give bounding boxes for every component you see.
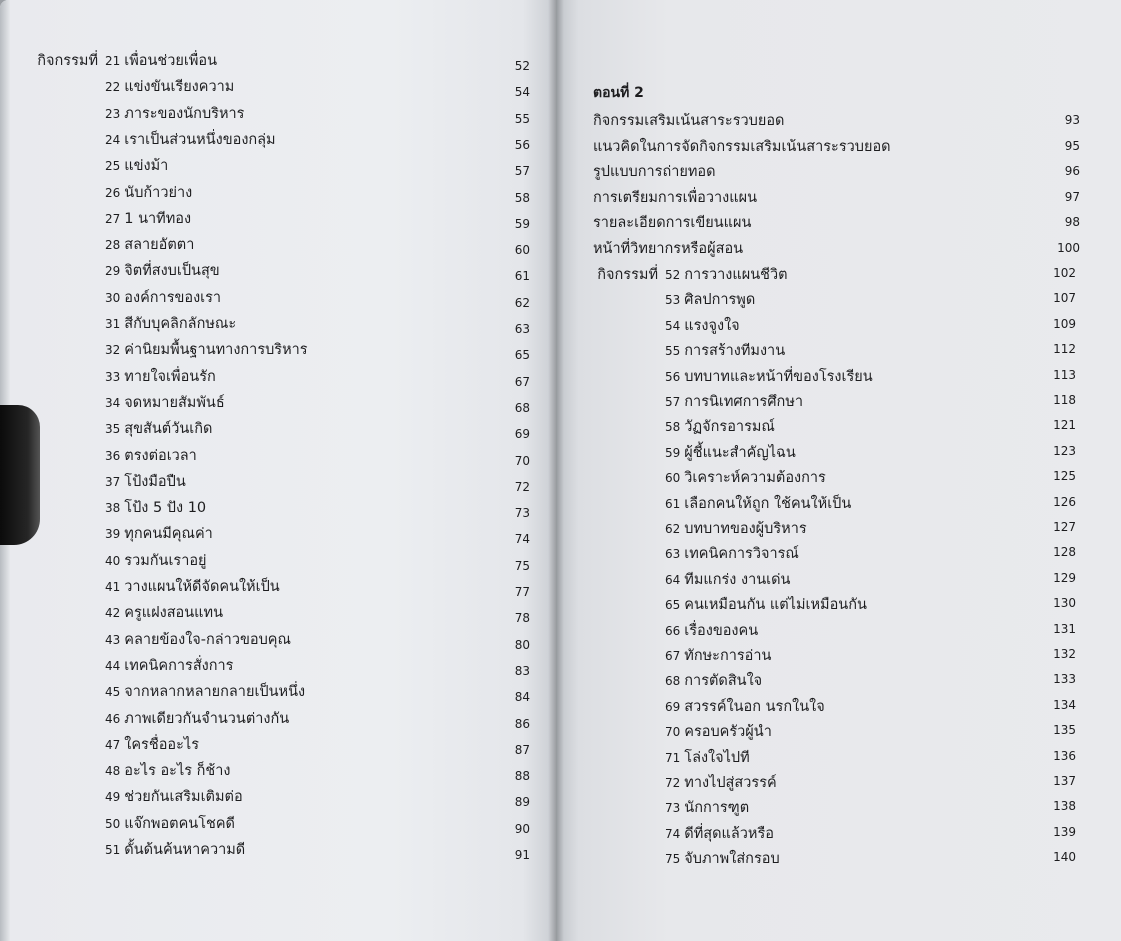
activity-title: ตรงต่อเวลา [124,447,197,464]
toc-entry [105,680,305,703]
activity-number: 46 [105,711,121,726]
page-number: 86 [514,716,530,731]
activity-title: จดหมายสัมพันธ์ [124,394,225,411]
activity-number: 38 [105,501,121,516]
toc-entry [665,720,772,743]
toc-entry [105,365,216,388]
activity-number: 30 [105,290,121,305]
activity-title: โป้งมือปืน [124,473,186,490]
section-title: การเตรียมการเพื่อวางแผน [593,189,757,206]
page-number: 91 [514,848,530,862]
toc-entry [105,628,291,651]
activity-title: คลายข้องใจ-กล่าวขอบคุณ [124,631,291,648]
activity-number: 23 [105,106,121,121]
section-entry [593,135,891,158]
page-number: 80 [514,637,530,652]
activity-title: นับก้าวย่าง [124,184,193,201]
page-number: 83 [514,663,530,678]
page-number: 62 [514,295,530,310]
section-entry [593,160,716,183]
activity-title: ภาระของนักบริหาร [124,105,245,122]
page-number: 93 [1064,113,1080,127]
activity-number: 51 [105,843,121,857]
activity-number: 26 [105,185,121,200]
toc-entry [665,796,749,819]
activity-title: ดีที่สุดแล้วหรือ [684,825,774,842]
activity-title: วางแผนให้ดีจัดคนให้เป็น [124,579,280,595]
toc-entry [665,771,777,794]
activity-title: สุขสันต์วันเกิด [124,421,213,438]
activity-number: 36 [105,448,121,463]
bookmark-ribbon [0,405,40,545]
toc-entry [665,822,774,845]
page-number: 100 [1057,241,1080,255]
toc-entry [665,568,790,591]
activity-title: โป้ง 5 ปัง 10 [124,500,207,517]
activity-title: สลายอัตตา [124,237,195,254]
activity-title: ทายใจเพื่อนรัก [124,368,216,385]
page-number: 107 [1053,291,1076,306]
activity-number: 37 [105,474,121,489]
toc-entry [105,812,235,835]
activity-number: 62 [665,522,681,536]
activity-number: 41 [105,580,121,594]
toc-entry [105,233,194,256]
toc-entry [105,312,236,335]
section-entry [593,109,784,132]
section-title: รายละเอียดการเขียนแผน [593,215,752,232]
activity-label: กิจกรรมที่ [37,53,98,69]
page-number: 60 [514,243,530,258]
page-number: 59 [514,216,530,231]
toc-entry [105,785,243,808]
activity-title: การนิเทศการศึกษา [684,394,804,410]
page-number: 112 [1053,342,1076,357]
page-number: 128 [1053,545,1076,560]
activity-title: เราเป็นส่วนหนึ่งของกลุ่ม [124,131,276,148]
activity-title: เทคนิคการวิจารณ์ [684,546,799,563]
page-number: 78 [514,611,530,626]
page-number: 56 [514,137,530,152]
page-number: 90 [514,821,530,836]
toc-entry [105,181,192,204]
toc-entry [597,263,788,286]
activity-number: 45 [105,685,121,700]
toc-entry [105,154,168,177]
activity-title: ทางไปสู่สวรรค์ [684,775,777,791]
page-number: 58 [514,190,530,205]
activity-number: 31 [105,317,121,331]
activity-number: 50 [105,816,121,831]
page-number: 139 [1053,824,1076,839]
activity-title: สวรรค์ในอก นรกในใจ [684,698,825,715]
toc-entry [665,492,851,515]
page-number: 54 [514,85,530,100]
activity-title: เรื่องของคน [684,622,759,639]
page-number: 129 [1053,570,1076,585]
section-title: กิจกรรมเสริมเน้นสาระรวบยอด [593,113,785,129]
page-number: 63 [514,322,530,336]
activity-title: อะไร อะไร ก็ช้าง [124,763,231,780]
activity-number: 25 [105,159,121,174]
activity-title: ผู้ชี้แนะสำคัญไฉน [684,444,796,461]
toc-entry [105,654,233,677]
activity-title: วิเคราะห์ความต้องการ [684,470,826,487]
activity-title: ดั้นด้นค้นหาความดี [124,842,246,858]
toc-entry [665,746,750,769]
activity-title: ค่านิยมพื้นฐานทางการบริหาร [124,342,308,359]
page-number: 84 [514,690,530,705]
activity-number: 59 [665,445,681,460]
activity-number: 70 [665,725,681,740]
activity-title: นักการฑูต [684,800,750,817]
activity-title: ทักษะการอ่าน [684,648,772,664]
activity-number: 58 [665,420,681,435]
toc-entry [665,365,873,388]
left-page [0,0,556,941]
activity-title: บทบาทของผู้บริหาร [684,521,807,537]
activity-label: กิจกรรมที่ [597,267,658,283]
activity-number: 49 [105,790,121,805]
page-number: 67 [514,374,530,389]
activity-title: สีกับบุคลิกลักษณะ [124,316,237,332]
toc-entry [105,207,191,230]
page-number: 52 [514,59,530,73]
toc-entry [105,733,199,756]
activity-number: 47 [105,737,121,752]
activity-title: เทคนิคการสั่งการ [124,657,234,674]
activity-number: 69 [665,699,681,714]
activity-number: 48 [105,764,121,779]
page-number: 136 [1053,748,1076,763]
page-number: 125 [1053,469,1076,484]
toc-entry [665,390,803,413]
activity-number: 65 [665,598,681,613]
toc-entry [665,644,771,667]
activity-number: 53 [665,293,681,308]
toc-entry [105,444,197,467]
activity-title: ทีมแกร่ง งานเด่น [684,571,791,588]
page-number: 74 [514,532,530,547]
activity-title: ทุกคนมีคุณค่า [124,526,213,543]
activity-number: 29 [105,264,121,279]
activity-title: แข่งม้า [124,158,169,175]
page-number: 134 [1053,697,1076,712]
toc-entry [105,575,280,598]
activity-title: ศิลปการพูด [684,292,756,309]
activity-number: 54 [665,318,681,333]
toc-entry [665,415,775,438]
toc-entry [105,549,207,572]
activity-number: 56 [665,369,681,384]
toc-entry [665,466,826,489]
toc-entry [105,259,220,282]
page-number: 96 [1064,164,1080,179]
activity-number: 68 [665,674,681,689]
toc-entry [665,847,780,870]
activity-title: ครอบครัวผู้นำ [684,724,772,741]
activity-title: แจ๊กพอตคนโชคดี [124,815,235,832]
toc-entry [105,102,244,125]
activity-number: 39 [105,527,121,542]
activity-title: การสร้างทีมงาน [684,343,786,360]
toc-entry [105,522,213,545]
activity-number: 67 [665,649,681,663]
toc-entry [105,391,225,414]
activity-number: 35 [105,422,121,437]
section-entry [593,211,751,234]
activity-number: 44 [105,658,121,673]
activity-title: จับภาพใส่กรอบ [684,851,780,868]
toc-entry [665,314,740,337]
toc-entry [105,75,234,98]
toc-entry [665,441,796,464]
activity-number: 75 [665,852,681,867]
page-number: 95 [1064,138,1080,153]
toc-entry [665,542,799,565]
page-number: 75 [514,558,530,573]
section-title: หน้าที่วิทยากรหรือผู้สอน [593,241,744,257]
page-number: 133 [1053,672,1076,687]
activity-number: 57 [665,395,681,409]
activity-title: คนเหมือนกัน แต่ไม่เหมือนกัน [684,597,867,614]
page-number: 130 [1053,596,1076,611]
page-number: 72 [514,479,530,494]
book-gutter [548,0,564,941]
activity-title: การวางแผนชีวิต [684,267,788,283]
activity-title: วัฏจักรอารมณ์ [684,419,775,436]
activity-number: 55 [665,344,681,359]
toc-entry [105,707,289,730]
activity-number: 32 [105,343,121,358]
page-number: 126 [1053,494,1076,509]
page-number: 87 [514,742,530,757]
activity-title: ภาพเดียวกันจำนวนต่างกัน [124,710,290,727]
toc-entry [37,49,218,72]
page-number: 102 [1053,266,1076,280]
page-number: 113 [1053,367,1076,382]
toc-entry [105,496,206,519]
part-heading: ตอนที่ 2 [593,85,644,101]
activity-title: จากหลากหลายกลายเป็นหนึ่ง [124,684,306,701]
activity-number: 66 [665,623,681,638]
page-number: 57 [514,164,530,179]
page-number: 137 [1053,774,1076,788]
page-number: 61 [514,269,530,284]
page-number: 121 [1053,418,1076,433]
right-page [556,0,1121,941]
activity-number: 34 [105,395,121,410]
page-number: 55 [514,111,530,126]
toc-entry [105,286,221,309]
toc-entry [665,339,785,362]
page-number: 118 [1053,393,1076,407]
toc-entry [665,288,755,311]
activity-title: แข่งขันเรียงความ [124,79,235,96]
activity-title: รวมกันเราอยู่ [124,552,207,569]
toc-entry [665,593,867,616]
page-number: 138 [1053,799,1076,814]
activity-number: 73 [665,801,681,816]
activity-title: ใครชื่ออะไร [124,736,199,753]
page-number: 127 [1053,520,1076,534]
section-entry [593,186,757,209]
toc-entry [105,338,308,361]
toc-entry [665,619,758,642]
toc-entry [105,838,245,861]
page-number: 132 [1053,647,1076,661]
activity-number: 61 [665,496,681,511]
toc-entry [665,669,762,692]
activity-title: องค์การของเรา [124,289,222,306]
page-number: 69 [514,427,530,442]
activity-number: 72 [665,776,681,790]
activity-number: 60 [665,471,681,486]
activity-title: บทบาทและหน้าที่ของโรงเรียน [684,368,873,385]
page-number: 70 [514,453,530,468]
activity-number: 43 [105,632,121,647]
activity-number: 28 [105,238,121,253]
page-number: 88 [514,769,530,784]
activity-number: 24 [105,132,121,147]
page-number: 77 [514,585,530,599]
activity-title: ช่วยกันเสริมเติมต่อ [124,789,243,806]
page-number: 89 [514,795,530,810]
toc-entry [665,695,825,718]
activity-number: 40 [105,553,121,568]
activity-title: แรงจูงใจ [684,317,740,334]
activity-number: 63 [665,547,681,562]
activity-title: จิตที่สงบเป็นสุข [124,263,220,280]
activity-number: 74 [665,826,681,841]
toc-entry [105,759,231,782]
toc-entry [665,517,807,540]
page-number: 123 [1053,443,1076,458]
toc-entry [105,601,223,624]
activity-number: 42 [105,606,121,621]
activity-title: การตัดสินใจ [684,673,763,690]
page-number: 140 [1053,850,1076,865]
activity-title: เลือกคนให้ถูก ใช้คนให้เป็น [684,495,852,512]
section-title: รูปแบบการถ่ายทอด [593,164,716,181]
page-number: 65 [514,348,530,363]
activity-number: 71 [665,750,681,765]
activity-title: โล่งใจไปที [684,749,750,766]
page-number: 109 [1053,316,1076,331]
activity-number: 27 [105,211,121,226]
activity-title: 1 นาทีทอง [124,210,192,227]
activity-title: ครูแฝงสอนแทน [124,605,223,622]
section-entry [593,237,743,260]
page-number: 98 [1064,215,1080,230]
activity-number: 22 [105,80,121,95]
activity-number: 33 [105,369,121,384]
activity-number: 21 [105,54,121,68]
page-number: 131 [1053,621,1076,636]
toc-entry [105,470,186,493]
activity-number: 64 [665,572,681,587]
activity-number: 52 [665,268,681,282]
toc-entry [105,417,212,440]
page-number: 97 [1064,189,1080,204]
page-number: 135 [1053,723,1076,738]
toc-entry [105,128,276,151]
activity-title: เพื่อนช่วยเพื่อน [124,53,218,69]
page-number: 68 [514,400,530,415]
section-title: แนวคิดในการจัดกิจกรรมเสริมเน้นสาระรวบยอด [593,138,891,155]
page-number: 73 [514,506,530,521]
